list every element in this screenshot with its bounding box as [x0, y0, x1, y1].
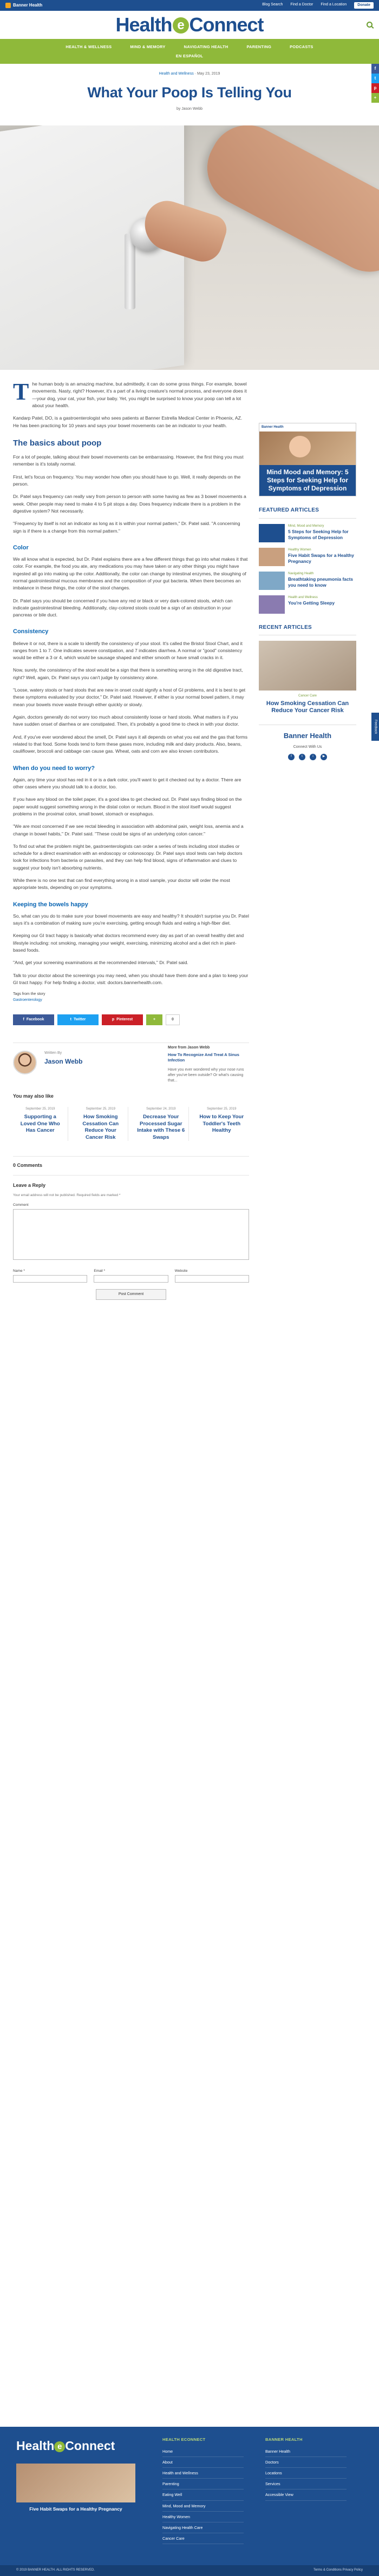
website-input[interactable]	[175, 1275, 249, 1283]
footer-link[interactable]: Health and Wellness	[162, 2468, 244, 2479]
copyright-bar: © 2019 BANNER HEALTH. ALL RIGHTS RESERVED. Terms & Conditions Privacy Policy	[0, 2565, 379, 2576]
top-bar	[0, 0, 379, 11]
twitter-icon[interactable]: t	[299, 754, 305, 760]
legal-links[interactable]: Terms & Conditions Privacy Policy	[313, 2568, 363, 2572]
donate-button[interactable]: Donate	[354, 2, 374, 9]
paragraph: For a lot of people, talking about their bowel movements can be embarrassing. However, the first thing you must remember is it's totally normal.	[13, 454, 244, 467]
site-header	[0, 11, 379, 39]
main-nav	[0, 39, 379, 64]
twitter-share-button[interactable]: t Twitter	[57, 1014, 99, 1025]
related-card[interactable]: September 25, 2019 How to Keep Your Toddler's Teeth Healthy	[199, 1107, 244, 1134]
paragraph: Dr. Patel says you should be concerned if you have any red or black or very dark-colored stools, which can indicate gastrointestinal bleeding. Additionally, clay-colored stools could be a sign of an obstruction in your pancreas or bile duct.	[13, 597, 233, 618]
banner-health-logo[interactable]: Banner Health	[5, 2, 42, 9]
share-more-button[interactable]: +	[146, 1014, 162, 1025]
nav-mind-memory[interactable]: MIND & MEMORY	[130, 44, 166, 49]
footer-link[interactable]: Banner Health	[265, 2446, 347, 2457]
related-card[interactable]: September 25, 2019 How Smoking Cessation Can Reduce Your Cancer Risk	[74, 1107, 129, 1141]
article-category-date: Health and Wellness · May 23, 2019	[159, 72, 220, 76]
featured-article[interactable]: Navigating Health Breathtaking pneumonia facts you need to know	[259, 572, 356, 590]
blog-search-link[interactable]: Blog Search	[262, 2, 283, 6]
footer-logo[interactable]: Health e Connect	[16, 2439, 115, 2453]
featured-article[interactable]: Healthy Women Five Habit Swaps for a Healthy Pregnancy	[259, 548, 356, 566]
author-avatar[interactable]	[13, 1051, 37, 1074]
floating-share-rail	[371, 64, 379, 103]
paragraph: Dr. Patel says frequency can really vary from person to person with some having as few as 3 bowel movements a week. Other people may need to make 4 to 5 pit stops a day. Does frequency indicate there is a problem in the digestive system? Not necessarily.	[13, 494, 246, 514]
paragraph: Talk to your doctor about the screenings you may need, when you should have them done and a plan to keep your GI tract happy. For help finding a doctor, visit: doctors.bannerhealth.com.	[13, 972, 249, 985]
author-box: Written By Jason Webb More from Jason Webb How To Recognize And Treat A Sinus Infection Have you ever wondered why your nose runs after you've been outside? Or what's causing that...	[13, 1043, 249, 1074]
footer-link[interactable]: Eating Well	[162, 2489, 244, 2500]
paragraph: "Frequency by itself is not an indicator as long as it is within your normal pattern," Dr. Patel said. "A concerning sign is if there is a change from this normal pattern."	[13, 521, 240, 534]
twitter-icon: t	[70, 1017, 71, 1021]
paragraph: Again, any time your stool has red in it or is a dark color, you'll want to get it checked out by a doctor. There are other cases where you should talk to a doctor, too.	[13, 776, 241, 789]
pinterest-icon: p	[112, 1017, 115, 1021]
email-input[interactable]	[94, 1275, 168, 1283]
footer-link[interactable]: Mind, Mood and Memory	[162, 2501, 244, 2512]
paragraph: We all know what is expected, but Dr. Patel explains there are a few different things that go into what makes it that color. For example, the food you ate, any medications you may have taken or any other things you might have ingested all go into making up the color. Additionally, the color can change by intestinal enzymes, the sloughing of normal gastrointestinal mucous membranes and the composition of your gut bacteria. When there becomes an imbalance in these things, the color of the stool changes.	[13, 556, 248, 591]
sidebar	[259, 381, 356, 1300]
share-count: 0	[166, 1014, 180, 1025]
comments-section	[13, 1156, 249, 1300]
footer-link[interactable]: Services	[265, 2479, 347, 2489]
footer-link[interactable]: Home	[162, 2446, 244, 2457]
connect-widget: Banner Health Connect With Us f t i ▶	[259, 725, 356, 760]
article-title: What Your Poop Is Telling You	[87, 84, 292, 101]
paragraph: Believe it or not, there is a scale to identify the consistency of your stool. It's called the Bristol Stool Chart, and it ranges from 1 to 7. One indicates severe constipation, and 7 indicates diarrhea. A normal or "good" consistency would be either a 3 or 4, which would be sausage shaped and either smooth or have small cracks in it.	[13, 640, 243, 661]
related-card[interactable]: September 24, 2019 Decrease Your Processed Sugar Intake with These 6 Swaps	[134, 1107, 189, 1141]
article-body	[13, 381, 249, 1300]
nav-podcasts[interactable]: PODCASTS	[290, 44, 313, 49]
paragraph: While there is no one test that can find everything wrong in a stool sample, your doctor will order the most appropriate tests, depending on your symptoms.	[13, 878, 230, 891]
nav-parenting[interactable]: PARENTING	[246, 44, 272, 49]
facebook-share-button[interactable]: f Facebook	[13, 1014, 54, 1025]
related-articles: You may also like September 25, 2019 Supporting a Loved One Who Has Cancer September 25, 2019 How Smoking Cessation Can Reduce Your Cancer Risk September 24, 2019 Decrease Your Processed Sugar Intake with These 6 Swaps September 25, 2019 How to Keep Your Toddler's Teeth Healthy	[13, 1093, 249, 1141]
story-tags: Tags from the story Gastroenterology	[13, 992, 45, 1002]
nav-navigating-health[interactable]: NAVIGATING HEALTH	[184, 44, 228, 49]
hero-image	[0, 125, 379, 370]
footer-col-banner: BANNER HEALTH Banner Health Doctors Locations Services Accessible View	[265, 2436, 347, 2555]
drop-cap: T	[13, 379, 29, 405]
paragraph: First, let's focus on frequency. You may wonder how often you should have to go. Well, it really depends on the person.	[13, 474, 241, 487]
article-header	[0, 64, 379, 125]
footer-link[interactable]: Locations	[265, 2468, 347, 2479]
footer-col-econnect: HEALTH ECONNECT Home About Health and Wellness Parenting Eating Well Mind, Mood and Memory Healthy Women Navigating Health Care Cancer Care	[162, 2436, 244, 2555]
feedback-tab[interactable]: Feedback	[371, 713, 379, 741]
heading-worry: When do you need to worry?	[13, 765, 95, 772]
share-bar	[13, 1014, 249, 1025]
nav-en-espanol[interactable]: EN ESPAÑOL	[175, 54, 204, 58]
paragraph: Now, surely, the consistency of the stool would be a sign that there is something wrong in the old digestive tract, right? Well, again, Dr. Patel says you can't judge by consistency alone.	[13, 667, 243, 680]
paragraph: Kandarp Patel, DO, is a gastroenterologist who sees patients at Banner Estrella Medical Center in Phoenix, AZ. He has been practicing for 10 years and says your bowel movements can be an indicator to your health.	[13, 415, 243, 428]
find-location-link[interactable]: Find a Location	[321, 2, 347, 6]
paragraph: If you have any blood on the toilet paper, it's a good idea to get checked out. Dr. Patel says finding blood on the paper would suggest something wrong in the distal colon or rectum. Blood in the stool itself would suggest problems in the proximal colon, small bowel, stomach or esophagus.	[13, 796, 242, 816]
youtube-icon[interactable]: ▶	[321, 754, 327, 760]
banner-logo-icon	[5, 3, 11, 8]
nav-health-wellness[interactable]: HEALTH & WELLNESS	[66, 44, 112, 49]
recent-article[interactable]: Cancer Care How Smoking Cessation Can Reduce Your Cancer Risk	[259, 641, 356, 715]
paragraph: "And, get your screening examinations at the recommended intervals," Dr. Patel said.	[13, 960, 188, 966]
search-icon[interactable]	[367, 22, 373, 28]
comment-textarea[interactable]	[13, 1209, 249, 1260]
footer-link[interactable]: Accessible View	[265, 2489, 347, 2500]
health-econnect-logo[interactable]: Health e Connect	[115, 14, 264, 36]
footer-link[interactable]: Parenting	[162, 2479, 244, 2489]
paragraph: And, if you've ever wondered about the smell, Dr. Patel says it all depends on what you eat and the gas that forms related to that food. Some foods tend to form these gases more, including milk and dairy products. Also, beans, cauliflower, broccoli and cabbage can cause gas. Wheat, oats and corn are also known contributors.	[13, 734, 248, 754]
share-more-icon[interactable]: +	[371, 93, 379, 103]
paragraph: "We are most concerned if we see rectal bleeding in association with abdominal pain, weight loss, anemia and a change in bowel habits," Dr. Patel said. "These could be signs of an underlying colon cancer."	[13, 824, 244, 836]
article-byline[interactable]: by Jason Webb	[176, 107, 203, 111]
featured-article[interactable]: Health and Wellness You're Getting Sleepy	[259, 595, 356, 614]
paragraph: Again, doctors generally do not worry too much about consistently loose or hard stools. What matters is if you have sudden onset of diarrhea or are constipated. Then, it's probably a good time to check in with your doctor.	[13, 714, 239, 727]
heading-happy: Keeping the bowels happy	[13, 901, 88, 908]
footer-feature-link[interactable]: Five Habit Swaps for a Healthy Pregnancy	[29, 2506, 122, 2512]
more-from-author: More from Jason Webb How To Recognize And Treat A Sinus Infection Have you ever wondered why your nose runs after you've been outside? Or what's causing that...	[168, 1045, 249, 1083]
related-card[interactable]: September 25, 2019 Supporting a Loved One Who Has Cancer	[13, 1107, 68, 1141]
post-comment-button[interactable]: Post Comment	[96, 1289, 166, 1300]
facebook-icon: f	[23, 1017, 24, 1021]
paragraph: So, what can you do to make sure your bowel movements are easy and healthy? It shouldn't surprise you Dr. Patel says it's a combination of making sure you're exercising, getting enough fluids and eating a high-fiber diet.	[13, 913, 249, 926]
intro-paragraph: The human body is an amazing machine, but admittedly, it can do some gross things. For example, bowel movements. Nasty, right? However, it's a part of a living creature's normal process, and everyone does it—your dog, your cat, your fish, your baby. Yet, you might be surprised to know your poop can tell a lot about your health.	[13, 379, 247, 408]
featured-article[interactable]: Mind, Mood and Memory 5 Steps for Seeking Help for Symptoms of Depression	[259, 524, 356, 542]
pinterest-share-button[interactable]: p Pinterest	[102, 1014, 143, 1025]
footer-link[interactable]: Healthy Women	[162, 2512, 244, 2522]
name-input[interactable]	[13, 1275, 87, 1283]
sidebar-ad[interactable]: Banner Health Mind Mood and Memory: 5 Steps for Seeking Help for Symptoms of Depression	[259, 423, 356, 496]
heading-color: Color	[13, 544, 29, 551]
facebook-icon[interactable]: f	[288, 754, 295, 760]
author-name[interactable]: Jason Webb	[44, 1057, 83, 1065]
instagram-icon[interactable]: i	[310, 754, 316, 760]
paragraph: Keeping our GI tract happy is basically what doctors recommend every day as part of an overall healthy diet and lifestyle including: not smoking, managing your weight, exercising, minimizing alcohol and a diet rich in plant-based foods.	[13, 933, 244, 953]
footer-link[interactable]: About	[162, 2457, 244, 2468]
find-doctor-link[interactable]: Find a Doctor	[290, 2, 313, 6]
twitter-share-icon[interactable]: t	[371, 74, 379, 83]
footer-feature-image[interactable]	[16, 2464, 135, 2502]
pinterest-share-icon[interactable]: p	[371, 83, 379, 93]
featured-title: FEATURED ARTICLES	[259, 506, 356, 519]
facebook-share-icon[interactable]: f	[371, 64, 379, 74]
site-footer	[0, 2427, 379, 2565]
footer-link[interactable]: Navigating Health Care	[162, 2522, 244, 2533]
category-link[interactable]: Health and Wellness	[159, 72, 194, 76]
heading-basics: The basics about poop	[13, 438, 102, 448]
reply-form: Leave a Reply Your email address will not be published. Required fields are marked * Comment Name * Email * Website Post Comment	[13, 1182, 249, 1300]
footer-link[interactable]: Cancer Care	[162, 2533, 244, 2544]
recent-title: RECENT ARTICLES	[259, 623, 356, 636]
comment-count: 0 Comments	[13, 1162, 249, 1176]
tag-link[interactable]: Gastroenterology	[13, 998, 42, 1002]
heading-consistency: Consistency	[13, 628, 49, 635]
paragraph: To find out what the problem might be, gastroenterologists can order a series of tests including stool studies or schedule for a direct examination with an endoscopy or colonoscopy. Dr. Patel says stool tests can help doctors look for infections from bacteria or parasites, and they can help find blood, signs of inflammation and clues to suggest your body isn't absorbing nutrients.	[13, 843, 243, 871]
footer-link[interactable]: Doctors	[265, 2457, 347, 2468]
paragraph: "Loose, watery stools or hard stools that are new in onset could signify a host of GI problems, and it is best to get these symptoms evaluated by your doctor," Dr. Patel said. However, if either is your normal bowel pattern, it may mean your bowels move waste through either quickly or slowly.	[13, 687, 246, 707]
more-article-link[interactable]: How To Recognize And Treat A Sinus Infection	[168, 1052, 239, 1063]
